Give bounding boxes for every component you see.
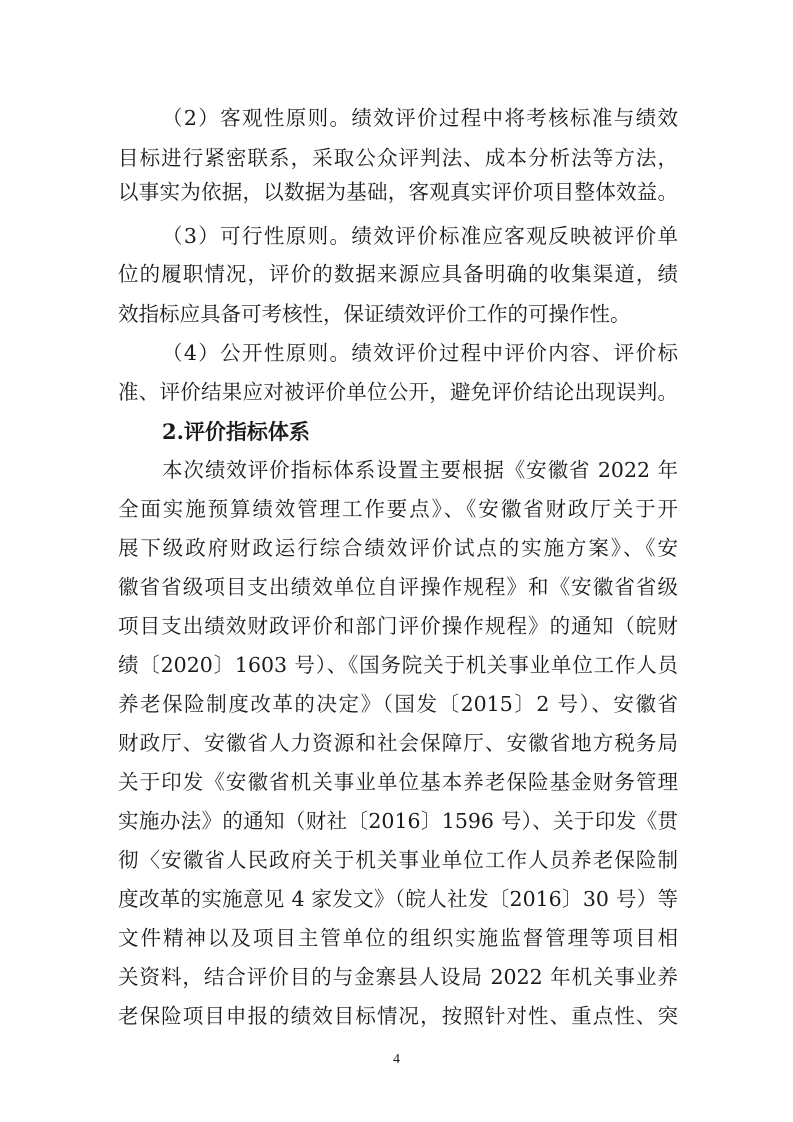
page-number: 4 [393,1052,400,1067]
paragraph-3-line-1: （3）可行性原则。绩效评价标准应客观反映被评价单 [162,224,678,248]
paragraph-4-line-1: （4）公开性原则。绩效评价过程中评价内容、评价标 [162,341,678,365]
paragraph-3-line-3: 效指标应具备可考核性，保证绩效评价工作的可操作性。 [118,302,631,326]
body-line: 徽省省级项目支出绩效单位自评操作规程》和《安徽省省级 [118,575,678,599]
paragraph-2-line-2: 目标进行紧密联系，采取公众评判法、成本分析法等方法， [118,146,678,170]
body-line: 实施办法》的通知（财社〔2016〕1596 号）、关于印发《贯 [118,809,678,833]
body-line: 展下级政府财政运行综合绩效评价试点的实施方案》、《安 [118,536,678,560]
body-line: 度改革的实施意见 4 家发文》（皖人社发〔2016〕30 号）等 [118,887,678,911]
paragraph-3-line-2: 位的履职情况，评价的数据来源应具备明确的收集渠道，绩 [118,262,678,286]
body-line: 文件精神以及项目主管单位的组织实施监督管理等项目相 [118,926,678,950]
body-line: 绩〔2020〕1603 号）、《国务院关于机关事业单位工作人员 [118,653,678,677]
paragraph-2-line-1: （2）客观性原则。绩效评价过程中将考核标准与绩效 [162,106,678,130]
body-line: 全面实施预算绩效管理工作要点》、《安徽省财政厅关于开 [118,497,678,521]
paragraph-4-line-2: 准、评价结果应对被评价单位公开，避免评价结论出现误判。 [118,380,678,404]
body-line: 财政厅、安徽省人力资源和社会保障厅、安徽省地方税务局 [118,731,678,755]
body-line: 关资料，结合评价目的与金寨县人设局 2022 年机关事业养 [118,965,678,989]
paragraph-2-line-3: 以事实为依据，以数据为基础，客观真实评价项目整体效益。 [118,180,678,204]
body-line: 彻〈安徽省人民政府关于机关事业单位工作人员养老保险制 [118,848,678,872]
section-heading: 2.评价指标体系 [162,419,310,444]
body-line: 项目支出绩效财政评价和部门评价操作规程》的通知（皖财 [118,614,678,638]
body-line: 老保险项目申报的绩效目标情况，按照针对性、重点性、突 [118,1004,678,1028]
body-line: 关于印发《安徽省机关事业单位基本养老保险基金财务管理 [118,770,678,794]
body-line: 本次绩效评价指标体系设置主要根据《安徽省 2022 年 [162,458,678,482]
body-line: 养老保险制度改革的决定》（国发〔2015〕2 号）、安徽省 [118,692,678,716]
